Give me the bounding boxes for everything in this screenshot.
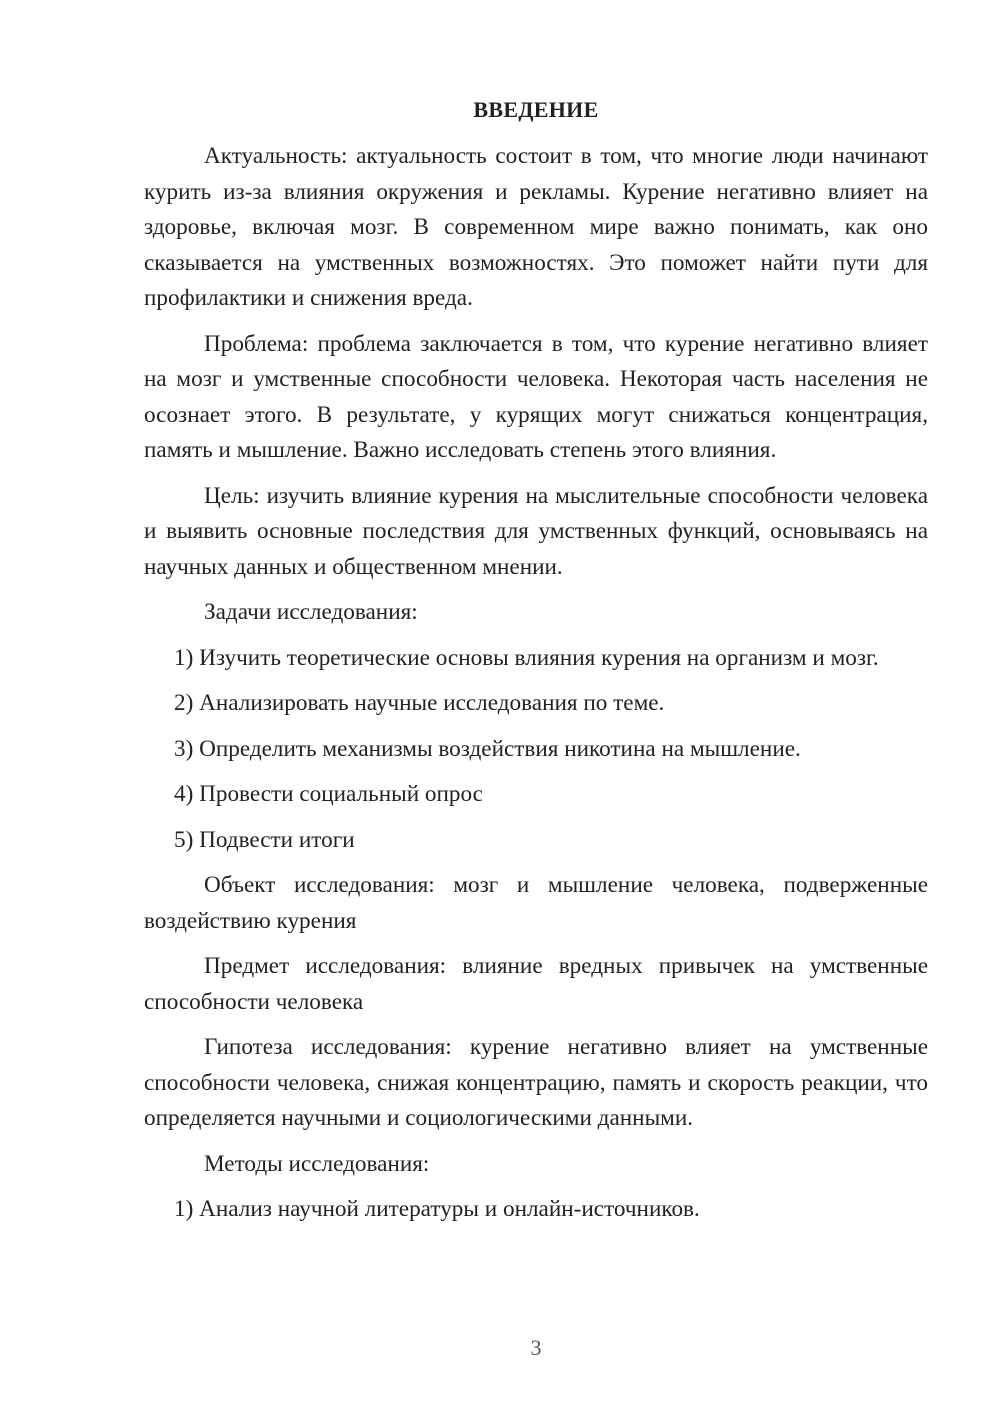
problem-paragraph: Проблема: проблема заключается в том, что курение негативно влияет на мозг и умственные способности человека. Некоторая часть населения не осознает этого. В результате, у курящих могут снижаться концентрация, память и мышление. Важно исследовать степень этого влияния. [144,330,928,463]
hypothesis-paragraph: Гипотеза исследования: курение негативно влияет на умственные способности человека, снижая концентрацию, память и скорость реакции, что определяется научными и социологическими данными. [144,1034,928,1131]
goal-paragraph: Цель: изучить влияние курения на мыслительные способности человека и выявить основные последствия для умственных функций, основываясь на научных данных и общественном мнении. [144,482,928,580]
methods-heading: Методы исследования: [204,1150,430,1177]
task-item: 1) Изучить теоретические основы влияния курения на организм и мозг. [174,644,879,671]
subject-paragraph: Предмет исследования: влияние вредных привычек на умственные способности человека [144,953,928,1015]
document-body [144,93,928,1238]
tasks-heading: Задачи исследования: [204,599,418,625]
page-number: 3 [530,1335,542,1360]
task-item: 2) Анализировать научные исследования по теме. [174,690,665,716]
task-item: 3) Определить механизмы воздействия никотина на мышление. [174,735,801,762]
task-item: 4) Провести социальный опрос [174,781,483,807]
task-item: 5) Подвести итоги [174,826,355,853]
object-paragraph: Объект исследования: мозг и мышление человека, подверженные воздействию курения [144,872,928,934]
method-item: 1) Анализ научной литературы и онлайн-источников. [174,1196,700,1222]
section-title: ВВЕДЕНИЕ [473,97,599,122]
relevance-paragraph: Актуальность: актуальность состоит в том, что многие люди начинают курить из-за влияния окружения и рекламы. Курение негативно влияет на здоровье, включая мозг. В современном мире важно понимать, как оно сказывается на умственных возможностях. Это поможет найти пути для профилактики и снижения вреда. [144,143,928,311]
